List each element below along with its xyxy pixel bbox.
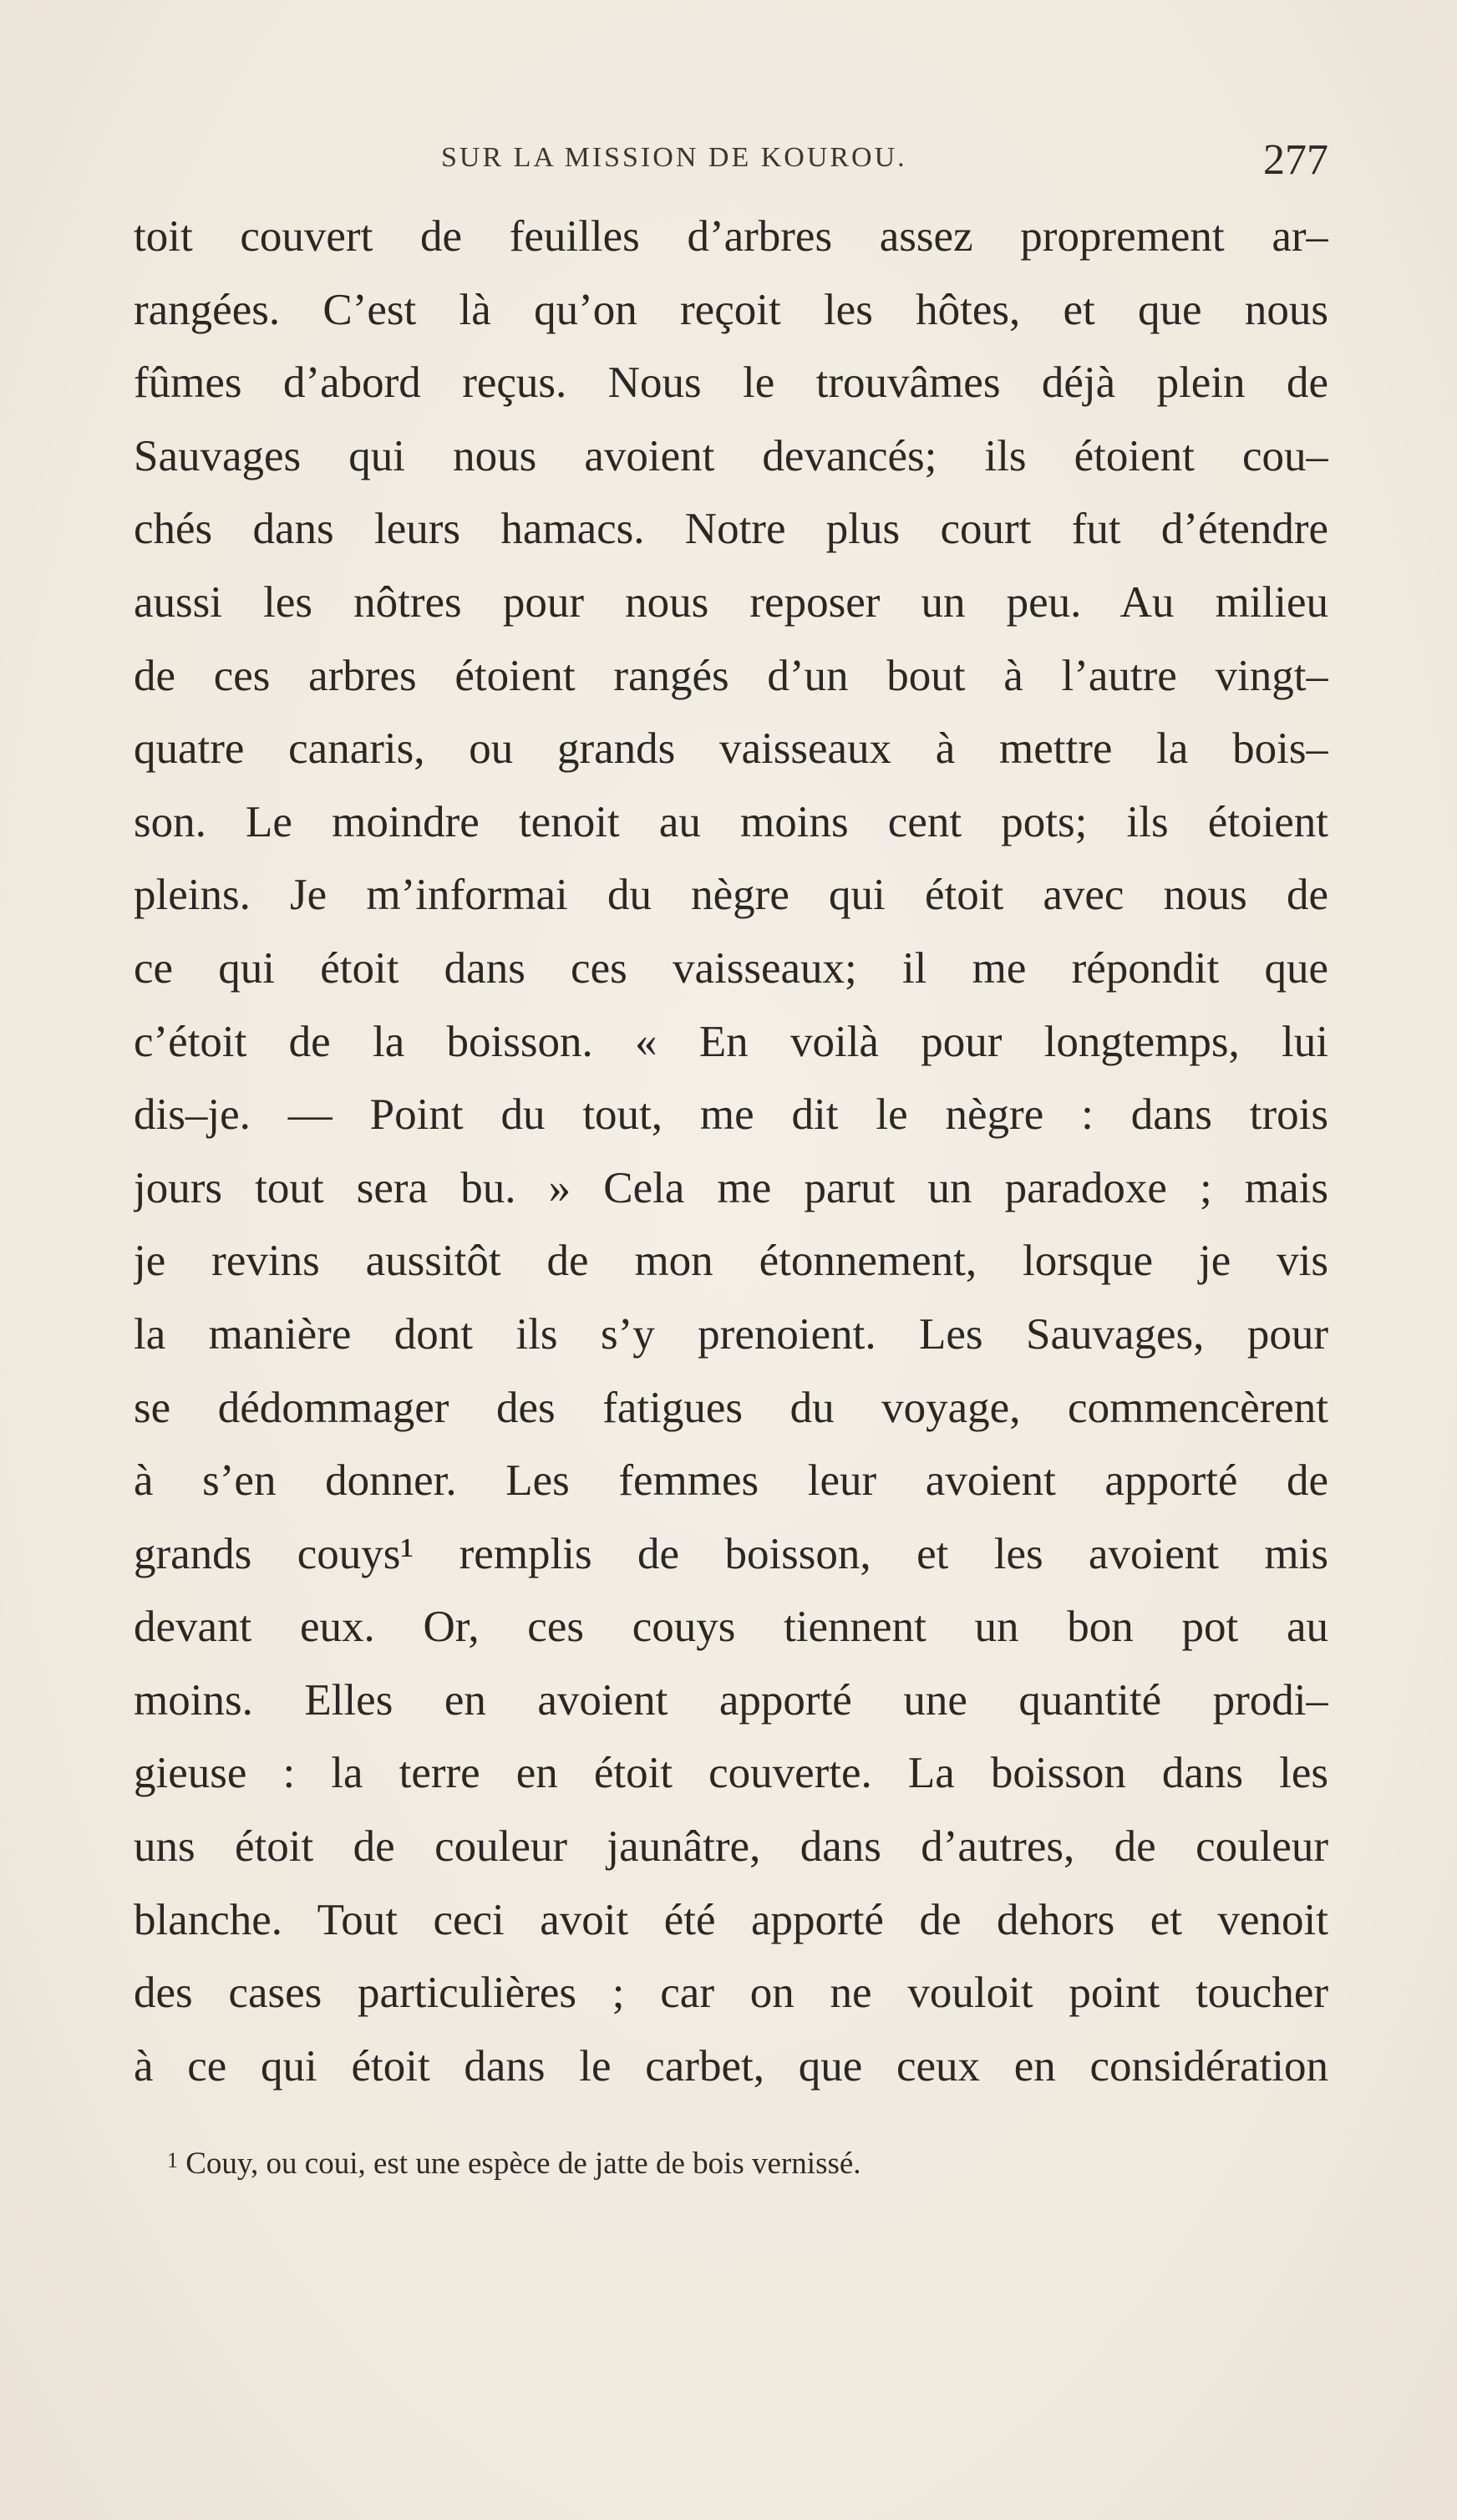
running-title: SUR LA MISSION DE KOUROU. <box>441 142 907 173</box>
text-line: quatre canaris, ou grands vaisseaux à mettre la bois– <box>134 724 1328 774</box>
text-line: de ces arbres étoient rangés d’un bout à l’autre vingt– <box>134 651 1328 700</box>
text-line: je revins aussitôt de mon étonnement, lorsque je vis <box>134 1237 1328 1286</box>
text-line: grands couys¹ remplis de boisson, et les avoient mis <box>134 1529 1328 1578</box>
text-line: chés dans leurs hamacs. Notre plus court fut d’étendre <box>134 505 1328 554</box>
text-line: pleins. Je m’informai du nègre qui étoit avec nous de <box>134 871 1328 920</box>
running-head <box>134 136 1328 192</box>
text-line: à s’en donner. Les femmes leur avoient apporté de <box>134 1456 1328 1506</box>
text-line: dis–je. — Point du tout, me dit le nègre : dans trois <box>134 1090 1328 1140</box>
text-line: blanche. Tout ceci avoit été apporté de dehors et venoit <box>134 1895 1328 1944</box>
page-number: 277 <box>1263 136 1328 184</box>
text-line: toit couvert de feuilles d’arbres assez proprement ar– <box>134 212 1328 261</box>
text-line: c’étoit de la boisson. « En voilà pour longtemps, lui <box>134 1017 1328 1066</box>
body-text <box>134 201 1328 2103</box>
text-line: fûmes d’abord reçus. Nous le trouvâmes déjà plein de <box>134 358 1328 408</box>
text-line: ce qui étoit dans ces vaisseaux; il me répondit que <box>134 943 1328 993</box>
text-line: moins. Elles en avoient apporté une quantité prodi– <box>134 1675 1328 1725</box>
text-line: aussi les nôtres pour nous reposer un peu. Au milieu <box>134 577 1328 627</box>
text-line: son. Le moindre tenoit au moins cent pots; ils étoient <box>134 797 1328 846</box>
text-line: gieuse : la terre en étoit couverte. La boisson dans les <box>134 1749 1328 1798</box>
text-line: la manière dont ils s’y prenoient. Les Sauvages, pour <box>134 1309 1328 1359</box>
text-line: jours tout sera bu. » Cela me parut un paradoxe ; mais <box>134 1163 1328 1212</box>
footnote <box>167 2139 1170 2189</box>
text-line: rangées. C’est là qu’on reçoit les hôtes, et que nous <box>134 285 1328 334</box>
text-line: à ce qui étoit dans le carbet, que ceux en considération <box>134 2041 1328 2091</box>
footnote-marker: 1 <box>167 2148 178 2172</box>
text-line: des cases particulières ; car on ne vouloit point toucher <box>134 1969 1328 2018</box>
text-line: se dédommager des fatigues du voyage, commencèrent <box>134 1383 1328 1432</box>
text-line: Sauvages qui nous avoient devancés; ils étoient cou– <box>134 431 1328 480</box>
text-line: devant eux. Or, ces couys tiennent un bon pot au <box>134 1603 1328 1652</box>
footnote-text: Couy, ou coui, est une espèce de jatte de bois vernissé. <box>185 2147 861 2181</box>
text-line: uns étoit de couleur jaunâtre, dans d’autres, de couleur <box>134 1822 1328 1872</box>
